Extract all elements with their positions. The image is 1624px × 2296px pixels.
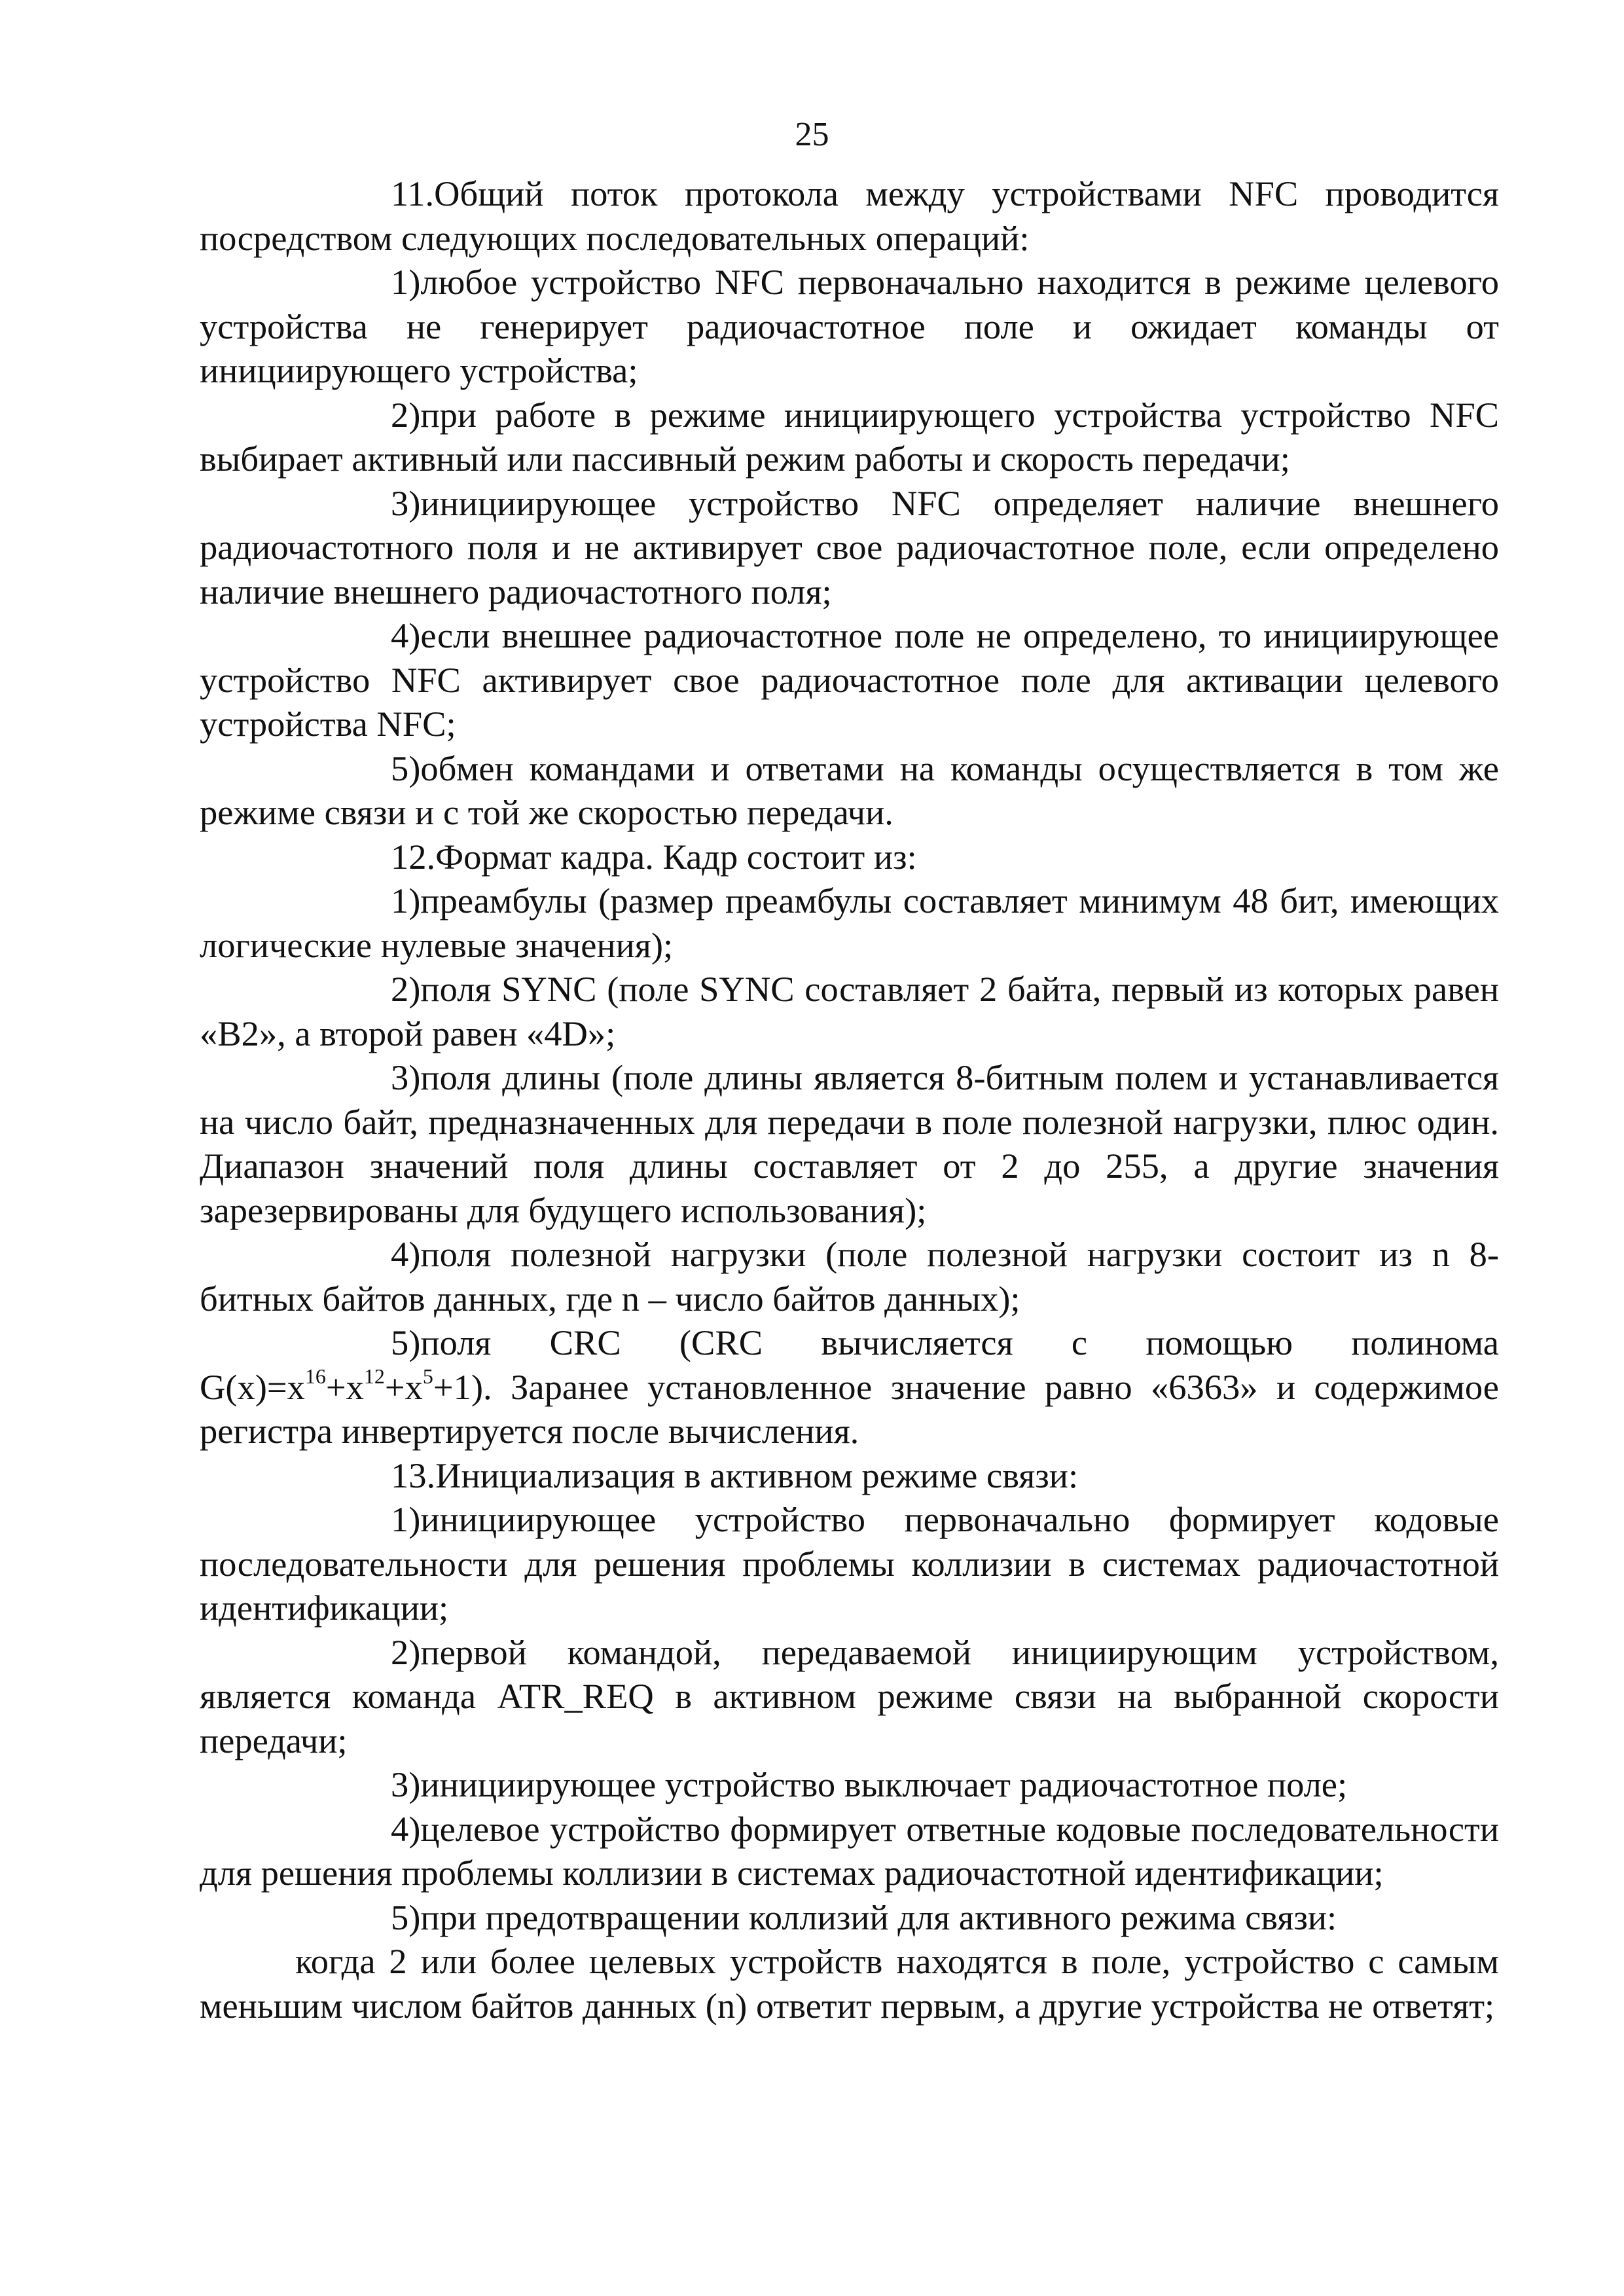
formula-part: +x <box>384 1366 423 1407</box>
paragraph-text: инициирующее устройство NFC определяет наличие внешнего радиочастотного поля и не активирует свое радиочастотное поле, если определено наличие внешнего радиочастотного поля; <box>200 483 1499 611</box>
list-item <box>200 1630 1499 1763</box>
document-body <box>200 172 1499 2028</box>
list-item <box>200 1232 1499 1321</box>
page-number: 25 <box>795 116 829 153</box>
item-number: 11. <box>391 173 435 213</box>
paragraph-text: любое устройство NFC первоначально находится в режиме целевого устройства не генерирует радиочастотное поле и ожидает команды от инициирующего устройства; <box>200 262 1499 390</box>
paragraph-12 <box>200 835 1499 879</box>
paragraph-text: +1). Заранее установленное значение равно «6363» и содержимое регистра инвертируется после вычисления. <box>200 1366 1499 1451</box>
paragraph-text: поля SYNC (поле SYNC составляет 2 байта, первый из которых равен «B2», а второй равен «4D»; <box>200 969 1499 1053</box>
exponent: 16 <box>304 1364 326 1389</box>
list-item <box>200 613 1499 746</box>
item-number: 4) <box>391 1808 421 1849</box>
item-number: 1) <box>391 1499 421 1539</box>
paragraph-text: при работе в режиме инициирующего устройства устройство NFC выбирает активный или пассивный режим работы и скорость передачи; <box>200 394 1499 479</box>
item-number: 3) <box>391 483 421 523</box>
paragraph-text: поля длины (поле длины является 8-битным полем и устанавливается на число байт, предназначенных для передачи в поле полезной нагрузки, плюс один. Диапазон значений поля длины составляет от 2 до 255, а другие значения зарезервированы для будущего использования); <box>200 1057 1499 1230</box>
list-item <box>200 1807 1499 1895</box>
paragraph-text: если внешнее радиочастотное поле не определено, то инициирующее устройство NFC активирует свое радиочастотное поле для активации целевого устройства NFC; <box>200 615 1499 744</box>
list-item <box>200 967 1499 1055</box>
list-item <box>200 879 1499 967</box>
paragraph-text: Общий поток протокола между устройствами NFC проводится посредством следующих последовательных операций: <box>200 173 1499 258</box>
item-number: 2) <box>391 394 421 435</box>
paragraph-text: когда 2 или более целевых устройств находятся в поле, устройство с самым меньшим числом байтов данных (n) ответит первым, а другие устройства не ответят; <box>200 1941 1499 2026</box>
item-number: 13. <box>391 1455 436 1495</box>
item-number: 5) <box>391 748 421 788</box>
paragraph-text: инициирующее устройство первоначально формирует кодовые последовательности для решения проблемы коллизии в системах радиочастотной идентификации; <box>200 1499 1499 1628</box>
exponent: 12 <box>363 1364 385 1389</box>
list-item-crc <box>200 1321 1499 1453</box>
item-number: 12. <box>391 836 436 877</box>
list-item <box>200 393 1499 481</box>
list-item <box>200 481 1499 614</box>
paragraph-text: Формат кадра. Кадр состоит из: <box>435 836 917 877</box>
list-item <box>200 1055 1499 1232</box>
item-number: 5) <box>391 1897 421 1937</box>
paragraph-continuation <box>200 1939 1499 2028</box>
paragraph-text: инициирующее устройство выключает радиочастотное поле; <box>420 1764 1348 1804</box>
formula-part: +x <box>325 1366 364 1407</box>
item-number: 3) <box>391 1764 421 1804</box>
list-item <box>200 1895 1499 1940</box>
paragraph-text: поля CRC (CRC вычисляется с помощью полинома G(x)=x <box>200 1322 1499 1407</box>
item-number: 2) <box>391 1631 421 1672</box>
item-number: 1) <box>391 262 421 302</box>
list-item <box>200 1497 1499 1630</box>
item-number: 5) <box>391 1322 421 1362</box>
list-item <box>200 260 1499 393</box>
item-number: 3) <box>391 1057 421 1097</box>
paragraph-text: обмен командами и ответами на команды осуществляется в том же режиме связи и с той же скоростью передачи. <box>200 748 1499 832</box>
exponent: 5 <box>422 1364 433 1389</box>
list-item <box>200 1762 1499 1807</box>
item-number: 2) <box>391 969 421 1009</box>
item-number: 4) <box>391 1234 421 1274</box>
paragraph-text: при предотвращении коллизий для активного режима связи: <box>420 1897 1337 1937</box>
list-item <box>200 746 1499 835</box>
paragraph-text: поля полезной нагрузки (поле полезной нагрузки состоит из n 8-битных байтов данных, где n – число байтов данных); <box>200 1234 1499 1319</box>
paragraph-11 <box>200 172 1499 260</box>
item-number: 1) <box>391 881 421 920</box>
paragraph-text: первой командой, передаваемой инициирующим устройством, является команда ATR_REQ в активном режиме связи на выбранной скорости передачи; <box>200 1631 1499 1760</box>
paragraph-text: Инициализация в активном режиме связи: <box>435 1455 1079 1495</box>
paragraph-text: преамбулы (размер преамбулы составляет минимум 48 бит, имеющих логические нулевые значения); <box>200 881 1499 965</box>
paragraph-text: целевое устройство формирует ответные кодовые последовательности для решения проблемы коллизии в системах радиочастотной идентификации; <box>200 1808 1499 1893</box>
paragraph-13 <box>200 1453 1499 1498</box>
item-number: 4) <box>391 615 421 655</box>
